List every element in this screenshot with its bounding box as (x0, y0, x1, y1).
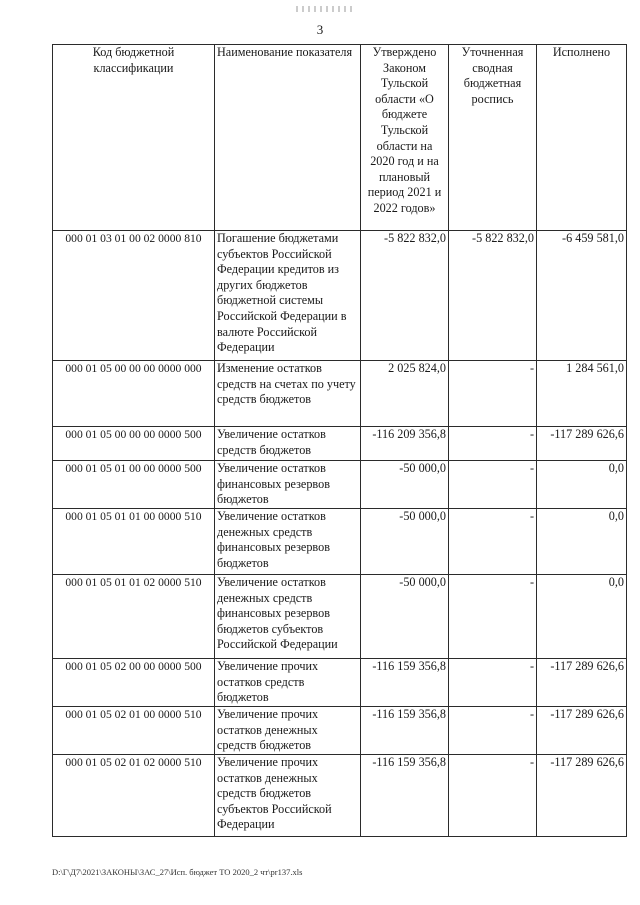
budget-sources-table (52, 44, 627, 837)
table-row (53, 755, 627, 837)
scan-artifact (296, 6, 356, 12)
row-name: Увеличение остатков финансовых резервов бюджетов (215, 461, 361, 509)
row-approved: -116 209 356,8 (361, 427, 449, 461)
row-code: 000 01 05 00 00 00 0000 000 (53, 361, 215, 427)
row-executed: -117 289 626,6 (537, 427, 627, 461)
table-row (53, 575, 627, 659)
row-refined: - (449, 461, 537, 509)
row-code: 000 01 05 01 01 00 0000 510 (53, 509, 215, 575)
row-name: Увеличение остатков средств бюджетов (215, 427, 361, 461)
table-row (53, 231, 627, 361)
header-executed: Исполнено (537, 45, 627, 231)
row-executed: -117 289 626,6 (537, 707, 627, 755)
row-refined: - (449, 361, 537, 427)
row-executed: 1 284 561,0 (537, 361, 627, 427)
row-approved: -116 159 356,8 (361, 659, 449, 707)
table-row (53, 659, 627, 707)
row-name: Увеличение остатков денежных средств финансовых резервов бюджетов (215, 509, 361, 575)
row-name: Увеличение остатков денежных средств финансовых резервов бюджетов субъектов Российской Федерации (215, 575, 361, 659)
row-approved: -50 000,0 (361, 461, 449, 509)
row-refined: - (449, 659, 537, 707)
table-row (53, 461, 627, 509)
row-approved: -5 822 832,0 (361, 231, 449, 361)
row-name: Увеличение прочих остатков средств бюджетов (215, 659, 361, 707)
row-approved: 2 025 824,0 (361, 361, 449, 427)
table-row (53, 707, 627, 755)
table-row (53, 509, 627, 575)
row-executed: -117 289 626,6 (537, 755, 627, 837)
row-code: 000 01 05 02 00 00 0000 500 (53, 659, 215, 707)
header-name: Наименование показателя (215, 45, 361, 231)
page-number: 3 (316, 22, 324, 37)
header-approved: Утверждено Законом Тульской области «О бюджете Тульской области на 2020 год и на плановый период 2021 и 2022 годов» (361, 45, 449, 231)
row-approved: -116 159 356,8 (361, 707, 449, 755)
row-refined: -5 822 832,0 (449, 231, 537, 361)
row-refined: - (449, 509, 537, 575)
table-row (53, 361, 627, 427)
row-executed: 0,0 (537, 509, 627, 575)
row-name: Увеличение прочих остатков денежных средств бюджетов субъектов Российской Федерации (215, 755, 361, 837)
header-refined: Уточненная сводная бюджетная роспись (449, 45, 537, 231)
row-executed: 0,0 (537, 575, 627, 659)
row-executed: -117 289 626,6 (537, 659, 627, 707)
row-code: 000 01 05 02 01 02 0000 510 (53, 755, 215, 837)
row-approved: -50 000,0 (361, 509, 449, 575)
header-code: Код бюджетной классификации (53, 45, 215, 231)
row-refined: - (449, 427, 537, 461)
file-path-footer: D:\Г\Д7\2021\ЗАКОНЫ\ЗАС_27\Исп. бюджет ТО 2020_2 чт\pr137.xls (52, 867, 303, 877)
row-approved: -50 000,0 (361, 575, 449, 659)
row-code: 000 01 03 01 00 02 0000 810 (53, 231, 215, 361)
row-approved: -116 159 356,8 (361, 755, 449, 837)
row-executed: -6 459 581,0 (537, 231, 627, 361)
row-code: 000 01 05 02 01 00 0000 510 (53, 707, 215, 755)
row-code: 000 01 05 01 01 02 0000 510 (53, 575, 215, 659)
row-name: Увеличение прочих остатков денежных средств бюджетов (215, 707, 361, 755)
row-name: Погашение бюджетами субъектов Российской Федерации кредитов из других бюджетов бюджетной системы Российской Федерации в валюте Российской Федерации (215, 231, 361, 361)
row-refined: - (449, 575, 537, 659)
row-refined: - (449, 707, 537, 755)
table-header-row (53, 45, 627, 231)
row-code: 000 01 05 01 00 00 0000 500 (53, 461, 215, 509)
row-executed: 0,0 (537, 461, 627, 509)
row-refined: - (449, 755, 537, 837)
table-row (53, 427, 627, 461)
row-code: 000 01 05 00 00 00 0000 500 (53, 427, 215, 461)
row-name: Изменение остатков средств на счетах по учету средств бюджетов (215, 361, 361, 427)
